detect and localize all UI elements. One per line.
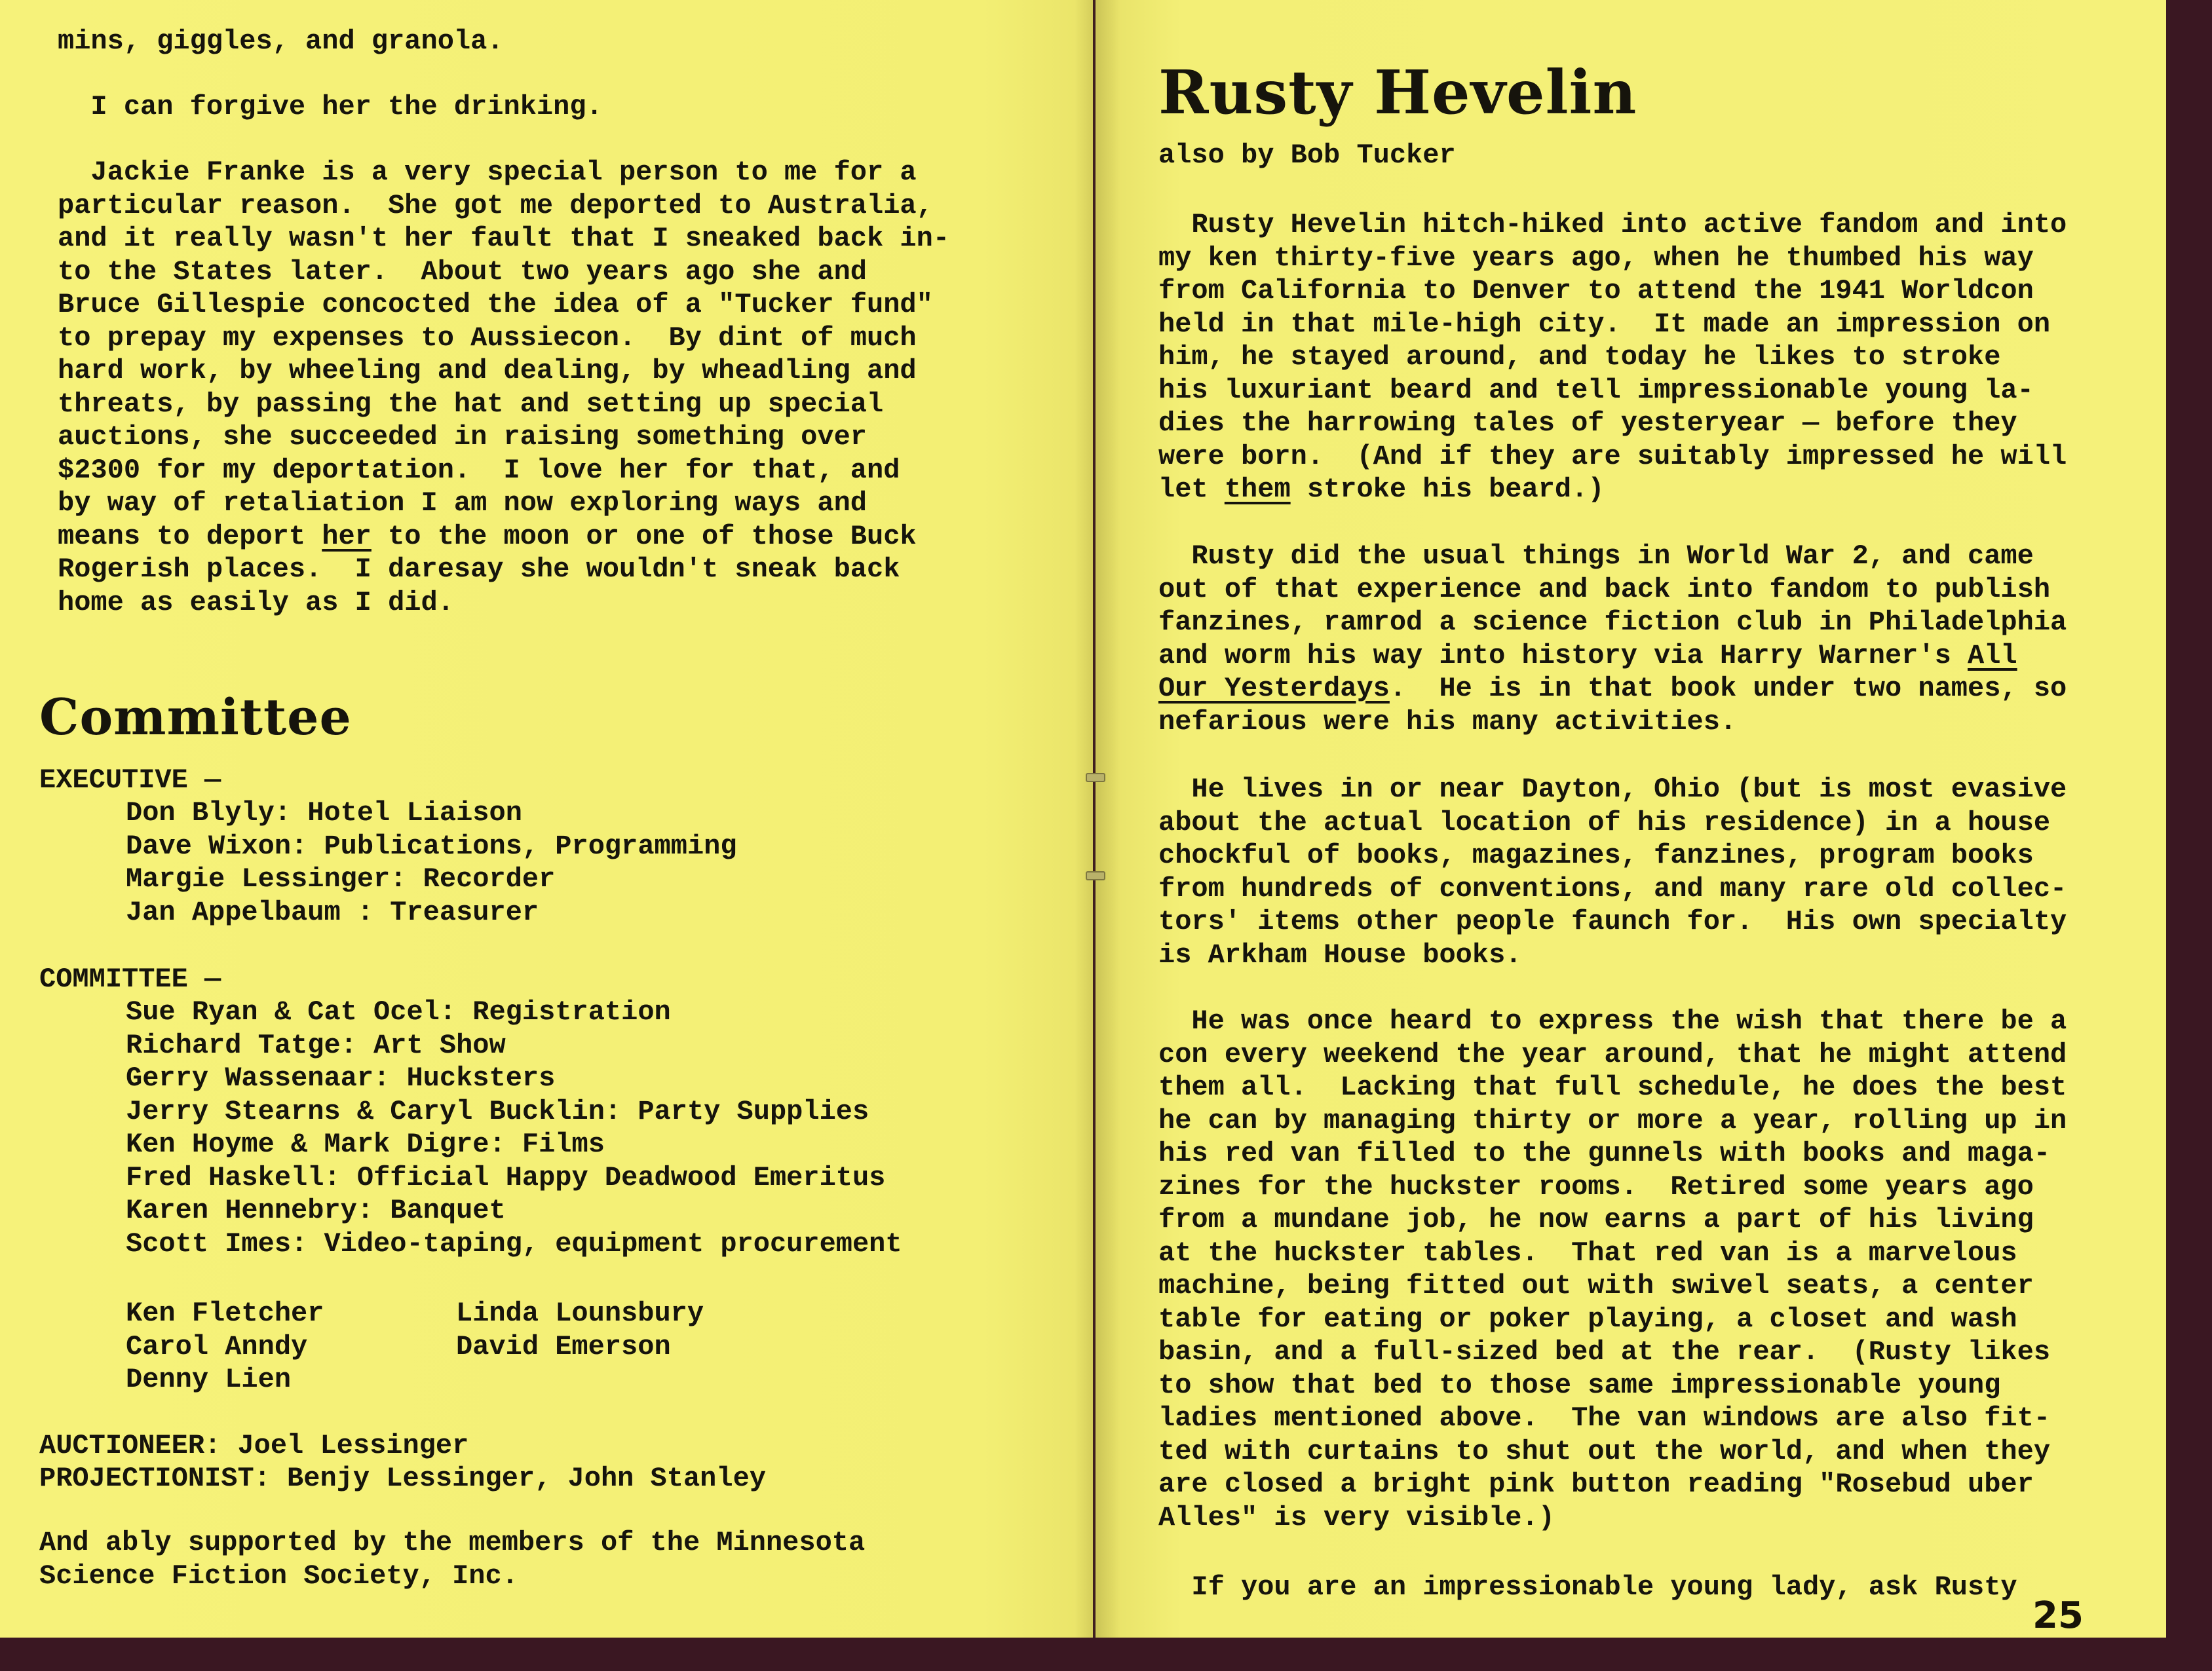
underlined-book-title: All bbox=[1968, 639, 2017, 671]
member-line: Gerry Wassenaar: Hucksters bbox=[126, 1062, 556, 1094]
text-line: from hundreds of conventions, and many rare old collec- bbox=[1158, 873, 2067, 905]
text-line-with-underline bbox=[1158, 639, 2067, 673]
bottom-staple bbox=[1086, 871, 1105, 880]
text-line-with-underline bbox=[58, 520, 949, 554]
text-line: at the huckster tables. That red van is a marvelous bbox=[1158, 1237, 2017, 1269]
paragraph-4 bbox=[1158, 1005, 2067, 1534]
text-line: dies the harrowing tales of yesteryear — before they bbox=[1158, 407, 2017, 439]
spine-shadow bbox=[1075, 0, 1120, 1638]
paragraph-3 bbox=[1158, 773, 2067, 971]
text-line: And ably supported by the members of the Minnesota bbox=[39, 1527, 866, 1558]
article-byline: also by Bob Tucker bbox=[1158, 140, 1456, 171]
text-line: ted with curtains to shut out the world, and when they bbox=[1158, 1435, 2051, 1467]
auctioneer-line: AUCTIONEER: Joel Lessinger bbox=[39, 1430, 469, 1461]
committee-members bbox=[126, 996, 902, 1260]
text-line: to show that bed to those same impressionable young bbox=[1158, 1369, 2001, 1401]
executive-members bbox=[126, 797, 737, 929]
underlined-book-title: Our Yesterdays bbox=[1158, 673, 1390, 704]
text-line: is Arkham House books. bbox=[1158, 939, 1522, 971]
text-line: threats, by passing the hat and setting up special bbox=[58, 388, 884, 420]
text-line: ladies mentioned above. The van windows are also fit- bbox=[1158, 1402, 2051, 1434]
top-staple bbox=[1086, 773, 1105, 782]
paragraph-2 bbox=[1158, 540, 2067, 738]
text-line: he can by managing thirty or more a year, rolling up in bbox=[1158, 1104, 2067, 1136]
text-line: nefarious were his many activities. bbox=[1158, 705, 1737, 738]
member-line: Jerry Stearns & Caryl Bucklin: Party Supplies bbox=[126, 1095, 869, 1127]
member-name: Denny Lien bbox=[126, 1364, 292, 1395]
member-name: Carol Anndy bbox=[126, 1330, 308, 1362]
member-name: Ken Fletcher bbox=[126, 1298, 324, 1329]
right-page bbox=[1096, 0, 2166, 1638]
member-name: Linda Lounsbury bbox=[456, 1298, 704, 1329]
text-line: $2300 for my deportation. I love her for that, and bbox=[58, 454, 900, 486]
text-line: He was once heard to express the wish that there be a bbox=[1158, 1005, 2067, 1037]
member-line: Jan Appelbaum : Treasurer bbox=[126, 896, 539, 928]
text-line: are closed a bright pink button reading "Rosebud uber bbox=[1158, 1469, 2034, 1500]
text-line: and it really wasn't her fault that I sneaked back in- bbox=[58, 223, 950, 254]
text-line: from a mundane job, he now earns a part of his living bbox=[1158, 1204, 2034, 1235]
committee-label: COMMITTEE — bbox=[39, 964, 221, 995]
text-line: Jackie Franke is a very special person to me for a bbox=[58, 157, 917, 188]
text-line: from California to Denver to attend the 1941 Worldcon bbox=[1158, 275, 2034, 307]
text-line: out of that experience and back into fandom to publish bbox=[1158, 573, 2051, 605]
closing-paragraph bbox=[39, 1526, 865, 1592]
text-line: auctions, she succeeded in raising something over bbox=[58, 421, 868, 453]
intro-line-1: mins, giggles, and granola. bbox=[58, 26, 504, 57]
text-line: chockful of books, magazines, fanzines, program books bbox=[1158, 840, 2034, 871]
projectionist-line: PROJECTIONIST: Benjy Lessinger, John Stanley bbox=[39, 1463, 766, 1494]
text-line: machine, being fitted out with swivel seats, a center bbox=[1158, 1270, 2034, 1302]
text-segment: means to deport bbox=[58, 520, 322, 552]
member-line: Don Blyly: Hotel Liaison bbox=[126, 797, 522, 829]
text-line-with-underline bbox=[1158, 672, 2067, 705]
paragraph-1 bbox=[1158, 208, 2067, 506]
jackie-paragraph bbox=[58, 156, 949, 619]
text-line: basin, and a full-sized bed at the rear. (Rusty likes bbox=[1158, 1336, 2051, 1368]
members-column-2 bbox=[456, 1297, 704, 1363]
text-segment: and worm his way into history via Harry Warner's bbox=[1158, 639, 1968, 671]
text-line: Science Fiction Society, Inc. bbox=[39, 1560, 518, 1592]
text-line: particular reason. She got me deported to Australia, bbox=[58, 189, 933, 221]
text-line: my ken thirty-five years ago, when he thumbed his way bbox=[1158, 242, 2034, 274]
member-line: Margie Lessinger: Recorder bbox=[126, 863, 556, 895]
text-segment: stroke his beard.) bbox=[1290, 474, 1605, 505]
text-line: were born. (And if they are suitably impressed he will bbox=[1158, 440, 2067, 472]
text-segment: let bbox=[1158, 474, 1225, 505]
text-line: Bruce Gillespie concocted the idea of a "Tucker fund" bbox=[58, 289, 933, 320]
executive-label: EXECUTIVE — bbox=[39, 764, 221, 796]
text-line: him, he stayed around, and today he likes to stroke bbox=[1158, 341, 2001, 373]
member-line: Fred Haskell: Official Happy Deadwood Emeritus bbox=[126, 1161, 886, 1193]
underlined-word: her bbox=[322, 520, 372, 552]
text-line: his red van filled to the gunnels with books and maga- bbox=[1158, 1138, 2051, 1169]
text-line-with-underline bbox=[1158, 473, 2067, 506]
text-line: to the States later. About two years ago she and bbox=[58, 255, 868, 288]
member-line: Dave Wixon: Publications, Programming bbox=[126, 830, 737, 862]
committee-heading: Committee bbox=[39, 688, 352, 746]
text-line: fanzines, ramrod a science fiction club in Philadelphia bbox=[1158, 607, 2067, 638]
left-page bbox=[0, 0, 1093, 1638]
text-line: hard work, by wheeling and dealing, by wheadling and bbox=[58, 355, 917, 386]
page-number: 25 bbox=[2032, 1594, 2084, 1637]
text-line: table for eating or poker playing, a closet and wash bbox=[1158, 1303, 2017, 1335]
member-line: Sue Ryan & Cat Ocel: Registration bbox=[126, 996, 671, 1028]
text-line: about the actual location of his residence) in a house bbox=[1158, 806, 2051, 838]
members-column-1 bbox=[126, 1297, 324, 1397]
member-line: Ken Hoyme & Mark Digre: Films bbox=[126, 1129, 605, 1160]
text-line: home as easily as I did. bbox=[58, 586, 454, 618]
text-line: Rusty did the usual things in World War 2, and came bbox=[1158, 540, 2034, 572]
text-line: his luxuriant beard and tell impressionable young la- bbox=[1158, 374, 2034, 406]
text-line: Rusty Hevelin hitch-hiked into active fandom and into bbox=[1158, 209, 2067, 240]
text-line: held in that mile-high city. It made an impression on bbox=[1158, 308, 2051, 340]
text-segment: . He is in that book under two names, so bbox=[1389, 673, 2067, 704]
underlined-word: them bbox=[1224, 474, 1291, 505]
text-line: Alles" is very visible.) bbox=[1158, 1501, 1555, 1533]
article-title: Rusty Hevelin bbox=[1158, 57, 1637, 128]
member-line: Karen Hennebry: Banquet bbox=[126, 1195, 506, 1226]
text-line: con every weekend the year around, that he might attend bbox=[1158, 1038, 2067, 1070]
text-line: to prepay my expenses to Aussiecon. By dint of much bbox=[58, 322, 917, 354]
paragraph-5: If you are an impressionable young lady, ask Rusty bbox=[1158, 1571, 2017, 1603]
member-name: David Emerson bbox=[456, 1330, 671, 1362]
member-line: Richard Tatge: Art Show bbox=[126, 1029, 506, 1061]
text-line: tors' items other people faunch for. His own specialty bbox=[1158, 906, 2067, 937]
text-line: Rogerish places. I daresay she wouldn't sneak back bbox=[58, 554, 900, 585]
member-line: Scott Imes: Video-taping, equipment procurement bbox=[126, 1228, 902, 1260]
text-line: He lives in or near Dayton, Ohio (but is most evasive bbox=[1158, 774, 2067, 805]
text-line: zines for the huckster rooms. Retired some years ago bbox=[1158, 1171, 2034, 1203]
text-segment: to the moon or one of those Buck bbox=[371, 520, 917, 552]
intro-line-2: I can forgive her the drinking. bbox=[58, 91, 603, 122]
text-line: by way of retaliation I am now exploring ways and bbox=[58, 487, 868, 519]
text-line: them all. Lacking that full schedule, he does the best bbox=[1158, 1072, 2067, 1103]
